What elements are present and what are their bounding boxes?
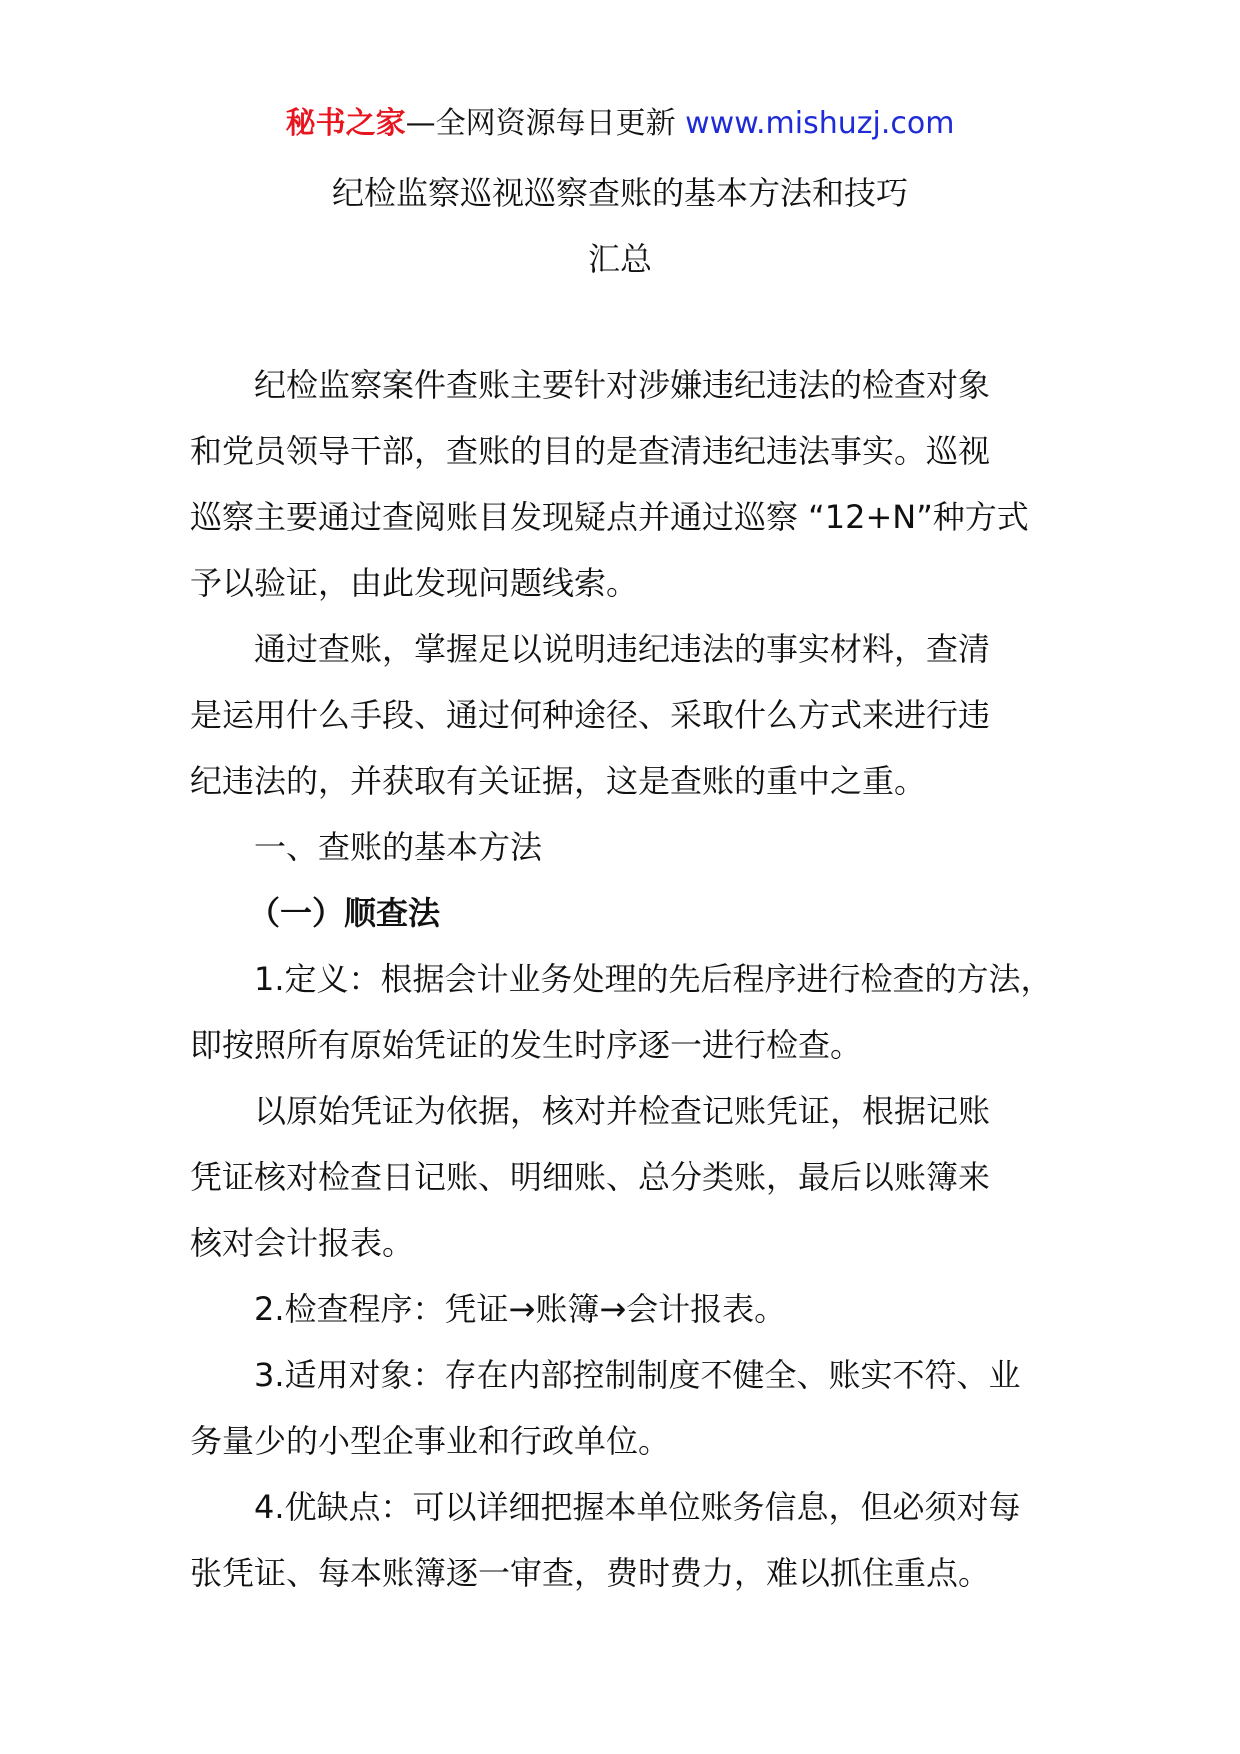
document-title xyxy=(180,160,1060,292)
paragraph-line: 纪检监察案件查账主要针对涉嫌违纪违法的检查对象 xyxy=(254,366,991,404)
paragraph-line: 核对会计报表。 xyxy=(190,1224,415,1262)
paragraph-line: 务量少的小型企事业和行政单位。 xyxy=(190,1422,671,1460)
section-heading: 一、查账的基本方法 xyxy=(254,828,543,866)
paragraph-line: 凭证核对检查日记账、明细账、总分类账，最后以账簿来 xyxy=(190,1158,991,1196)
subsection-heading: （一）顺查法 xyxy=(248,894,441,932)
brand-name: 秘书之家 xyxy=(285,106,406,141)
site-header xyxy=(0,104,1240,144)
document-body xyxy=(190,352,1080,1606)
paragraph-line: 1.定义：根据会计业务处理的先后程序进行检查的方法， xyxy=(254,960,1053,998)
title-line-1: 纪检监察巡视巡察查账的基本方法和技巧 xyxy=(331,174,908,212)
paragraph-line: 2.检查程序：凭证→账簿→会计报表。 xyxy=(254,1290,787,1328)
site-url-link[interactable]: www.mishuzj.com xyxy=(685,106,955,141)
paragraph-line: 巡察主要通过查阅账目发现疑点并通过巡察 “12+N”种方式 xyxy=(190,498,1029,536)
title-line-2: 汇总 xyxy=(587,240,652,278)
header-slogan: —全网资源每日更新 xyxy=(405,106,686,141)
paragraph-line: 和党员领导干部，查账的目的是查清违纪违法事实。巡视 xyxy=(190,432,991,470)
paragraph-line: 纪违法的，并获取有关证据，这是查账的重中之重。 xyxy=(190,762,927,800)
paragraph-line: 予以验证，由此发现问题线索。 xyxy=(190,564,639,602)
paragraph-line: 即按照所有原始凭证的发生时序逐一进行检查。 xyxy=(190,1026,863,1064)
paragraph-line: 是运用什么手段、通过何种途径、采取什么方式来进行违 xyxy=(190,696,991,734)
paragraph-line: 以原始凭证为依据，核对并检查记账凭证，根据记账 xyxy=(254,1092,991,1130)
paragraph-line: 3.适用对象：存在内部控制制度不健全、账实不符、业 xyxy=(254,1356,1021,1394)
paragraph-line: 4.优缺点：可以详细把握本单位账务信息，但必须对每 xyxy=(254,1488,1021,1526)
paragraph-line: 通过查账，掌握足以说明违纪违法的事实材料，查清 xyxy=(254,630,991,668)
paragraph-line: 张凭证、每本账簿逐一审查，费时费力，难以抓住重点。 xyxy=(190,1554,991,1592)
